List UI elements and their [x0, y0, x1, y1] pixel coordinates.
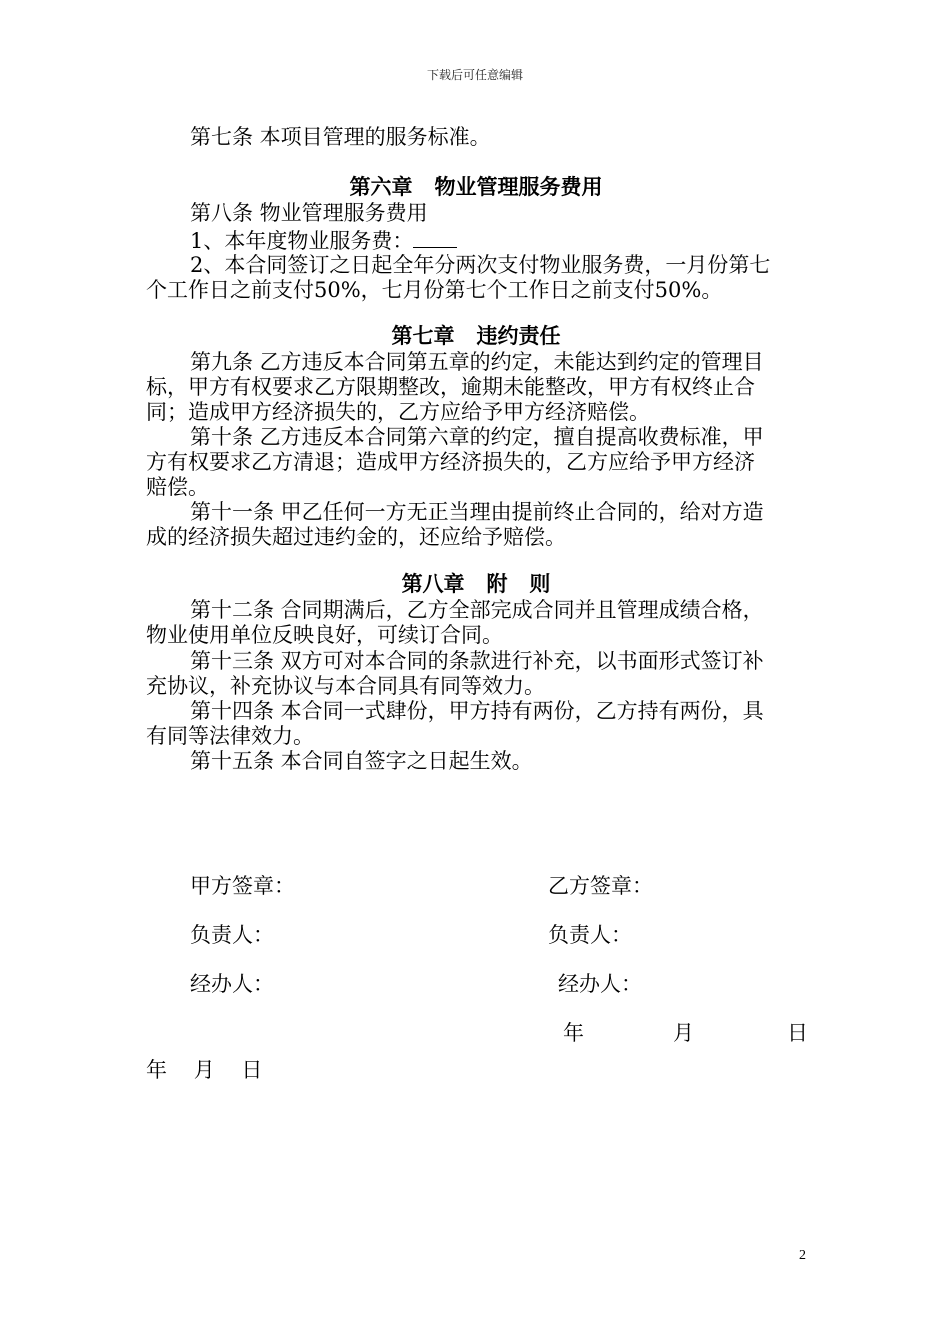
party-b-date-year: 年: [563, 1021, 584, 1045]
article-13-line-1: 第十三条 双方可对本合同的条款进行补充，以书面形式签订补: [190, 649, 764, 673]
party-a-head-label: 负责人：: [190, 923, 274, 947]
article-10-line-2: 方有权要求乙方清退；造成甲方经济损失的，乙方应给予甲方经济: [146, 450, 755, 474]
party-a-date: 年 月 日: [146, 1058, 263, 1082]
fee-item-1: [190, 227, 457, 253]
article-9-line-3: 同；造成甲方经济损失的，乙方应给予甲方经济赔偿。: [146, 400, 650, 424]
party-a-seal-label: 甲方签章：: [190, 874, 295, 898]
party-b-agent-label: 经办人：: [558, 972, 642, 996]
contract-body: [146, 0, 806, 1344]
party-b-seal-label: 乙方签章：: [548, 874, 653, 898]
article-10-line-1: 第十条 乙方违反本合同第六章的约定，擅自提高收费标准，甲: [190, 425, 764, 449]
article-9-line-1: 第九条 乙方违反本合同第五章的约定，未能达到约定的管理目: [190, 350, 764, 374]
party-b-date-day: 日: [787, 1021, 808, 1045]
article-10-line-3: 赔偿。: [146, 475, 209, 499]
article-15: 第十五条 本合同自签字之日起生效。: [190, 749, 533, 773]
page-number: 2: [799, 1248, 806, 1263]
party-b-head-label: 负责人：: [548, 923, 632, 947]
article-9-line-2: 标，甲方有权要求乙方限期整改，逾期未能整改，甲方有权终止合: [146, 375, 755, 399]
fee-item-1-label: 1、本年度物业服务费：: [190, 229, 414, 253]
chapter-7-title: 第七章 违约责任: [391, 323, 561, 348]
article-12-line-2: 物业使用单位反映良好，可续订合同。: [146, 623, 503, 647]
page-header: 下载后可任意编辑: [426, 68, 523, 82]
article-11-line-1: 第十一条 甲乙任何一方无正当理由提前终止合同的，给对方造: [190, 500, 764, 524]
fee-item-2-line-2: 个工作日之前支付50%，七月份第七个工作日之前支付50%。: [146, 278, 723, 302]
chapter-6-title: 第六章 物业管理服务费用: [349, 174, 603, 199]
fee-blank-line: [413, 227, 457, 248]
article-13-line-2: 充协议，补充协议与本合同具有同等效力。: [146, 674, 545, 698]
article-14-line-2: 有同等法律效力。: [146, 724, 314, 748]
party-a-agent-label: 经办人：: [190, 972, 274, 996]
chapter-8-title: 第八章 附 则: [401, 571, 551, 596]
article-14-line-1: 第十四条 本合同一式肆份，甲方持有两份，乙方持有两份，具: [190, 699, 764, 723]
article-7-line: 第七条 本项目管理的服务标准。: [190, 125, 491, 149]
fee-item-2-line-1: 2、本合同签订之日起全年分两次支付物业服务费，一月份第七: [190, 253, 771, 277]
article-11-line-2: 成的经济损失超过违约金的，还应给予赔偿。: [146, 525, 566, 549]
article-12-line-1: 第十二条 合同期满后，乙方全部完成合同并且管理成绩合格，: [190, 598, 764, 622]
party-b-date-month: 月: [673, 1021, 694, 1045]
article-8: 第八条 物业管理服务费用: [190, 201, 428, 225]
